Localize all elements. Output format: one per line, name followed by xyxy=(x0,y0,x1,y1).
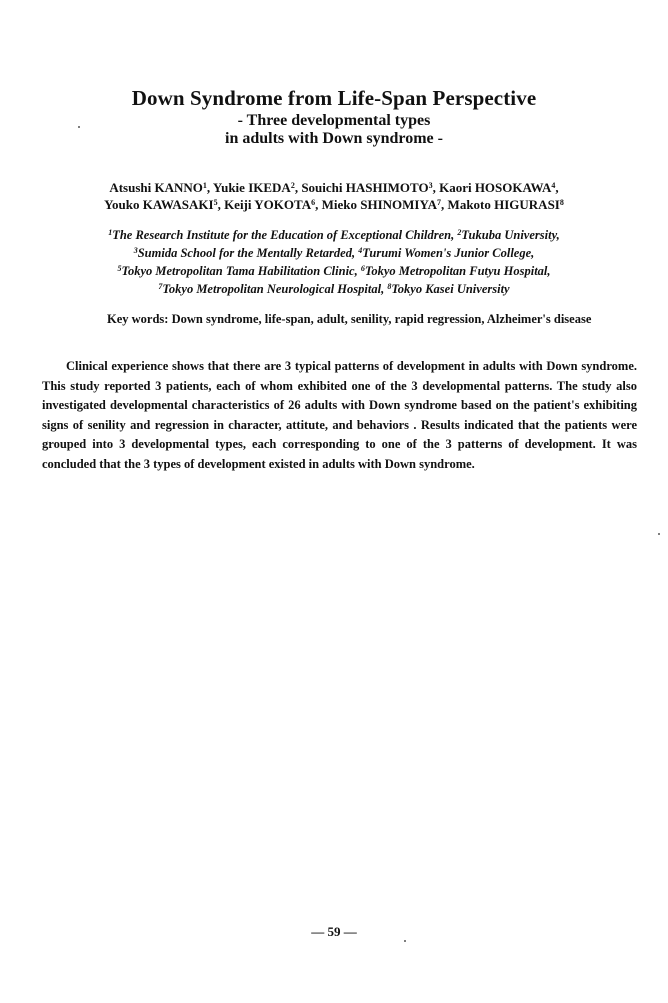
author-name: Makoto HIGURASI xyxy=(447,197,560,212)
keywords: Key words: Down syndrome, life-span, adult, senility, rapid regression, Alzheimer's disease xyxy=(107,312,592,326)
abstract-paragraph: Clinical experience shows that there are 3 typical patterns of development in adults with Down syndrome. This study reported 3 patients, each of whom exhibited one of the 3 developmental patterns. The study also investigated developmental characteristics of 26 adults with Down syndrome based on the patient's exhibiting signs of senility and regression in character, attitute, and behaviors . Results indicated that the patients were grouped into 3 developmental types, each corresponding to one of the 3 patterns of development. It was concluded that the 3 types of development existed in adults with Down syndrome. xyxy=(42,359,637,471)
author-mark: 3 xyxy=(428,181,433,190)
affiliation-line-2: $^3$Sumida School for the Mentally Retarded, $^4$Turumi Women's Junior College, xyxy=(133,246,535,260)
author-mark: 6 xyxy=(311,198,316,207)
affiliation: Turumi Women's Junior College xyxy=(362,246,532,260)
author-mark: 7 xyxy=(437,198,442,207)
affiliation-line-3: $^5$Tokyo Metropolitan Tama Habilitation Clinic, $^6$Tokyo Metropolitan Futyu Hospital, xyxy=(117,264,551,278)
affiliation: Tokyo Metropolitan Neurological Hospital xyxy=(162,282,382,296)
author-name: Yukie IKEDA xyxy=(212,180,291,195)
author-line-1: Atsushi KANNO$^1$, Yukie IKEDA$^2$, Souichi HASHIMOTO$^3$, Kaori HOSOKAWA$^4$, xyxy=(109,180,559,195)
affiliation-line-1: $^1$The Research Institute for the Education of Exceptional Children, $^2$Tukuba University, xyxy=(108,228,560,242)
affiliation-line-4: $^7$Tokyo Metropolitan Neurological Hospital, $^8$Tokyo Kasei University xyxy=(158,282,510,296)
author-mark: 2 xyxy=(290,181,295,190)
author-name: Mieko SHINOMIYA xyxy=(321,197,438,212)
author-list xyxy=(0,179,668,213)
paper-subtitle-line1: - Three developmental types xyxy=(237,112,431,129)
affiliation: Tukuba University xyxy=(461,228,557,242)
author-line-2: Youko KAWASAKI$^5$, Keiji YOKOTA$^6$, Mieko SHINOMIYA$^7$, Makoto HIGURASI$^8$ xyxy=(104,197,564,212)
author-name: Souichi HASHIMOTO xyxy=(301,180,429,195)
affiliation: Tokyo Kasei University xyxy=(391,282,510,296)
author-mark: 8 xyxy=(559,198,564,207)
scan-speck xyxy=(404,940,406,942)
author-name: Youko KAWASAKI xyxy=(104,197,214,212)
affiliation: Sumida School for the Mentally Retarded xyxy=(137,246,352,260)
author-mark: 1 xyxy=(202,181,207,190)
author-mark: 4 xyxy=(551,181,556,190)
affiliation: Tokyo Metropolitan Futyu Hospital xyxy=(364,264,548,278)
author-mark: 5 xyxy=(213,198,218,207)
paper-title: Down Syndrome from Life-Span Perspective xyxy=(131,86,537,110)
author-name: Keiji YOKOTA xyxy=(224,197,312,212)
page-number: — 59 — xyxy=(311,924,357,939)
affiliation-list xyxy=(0,226,668,298)
scan-speck xyxy=(78,126,80,128)
author-name: Kaori HOSOKAWA xyxy=(439,180,552,195)
paper-subtitle-line2: in adults with Down syndrome - xyxy=(225,130,443,147)
affiliation: Tokyo Metropolitan Tama Habilitation Clinic xyxy=(121,264,355,278)
author-name: Atsushi KANNO xyxy=(109,180,203,195)
scan-speck xyxy=(658,533,660,535)
affiliation: The Research Institute for the Education of Exceptional Children xyxy=(112,228,452,242)
